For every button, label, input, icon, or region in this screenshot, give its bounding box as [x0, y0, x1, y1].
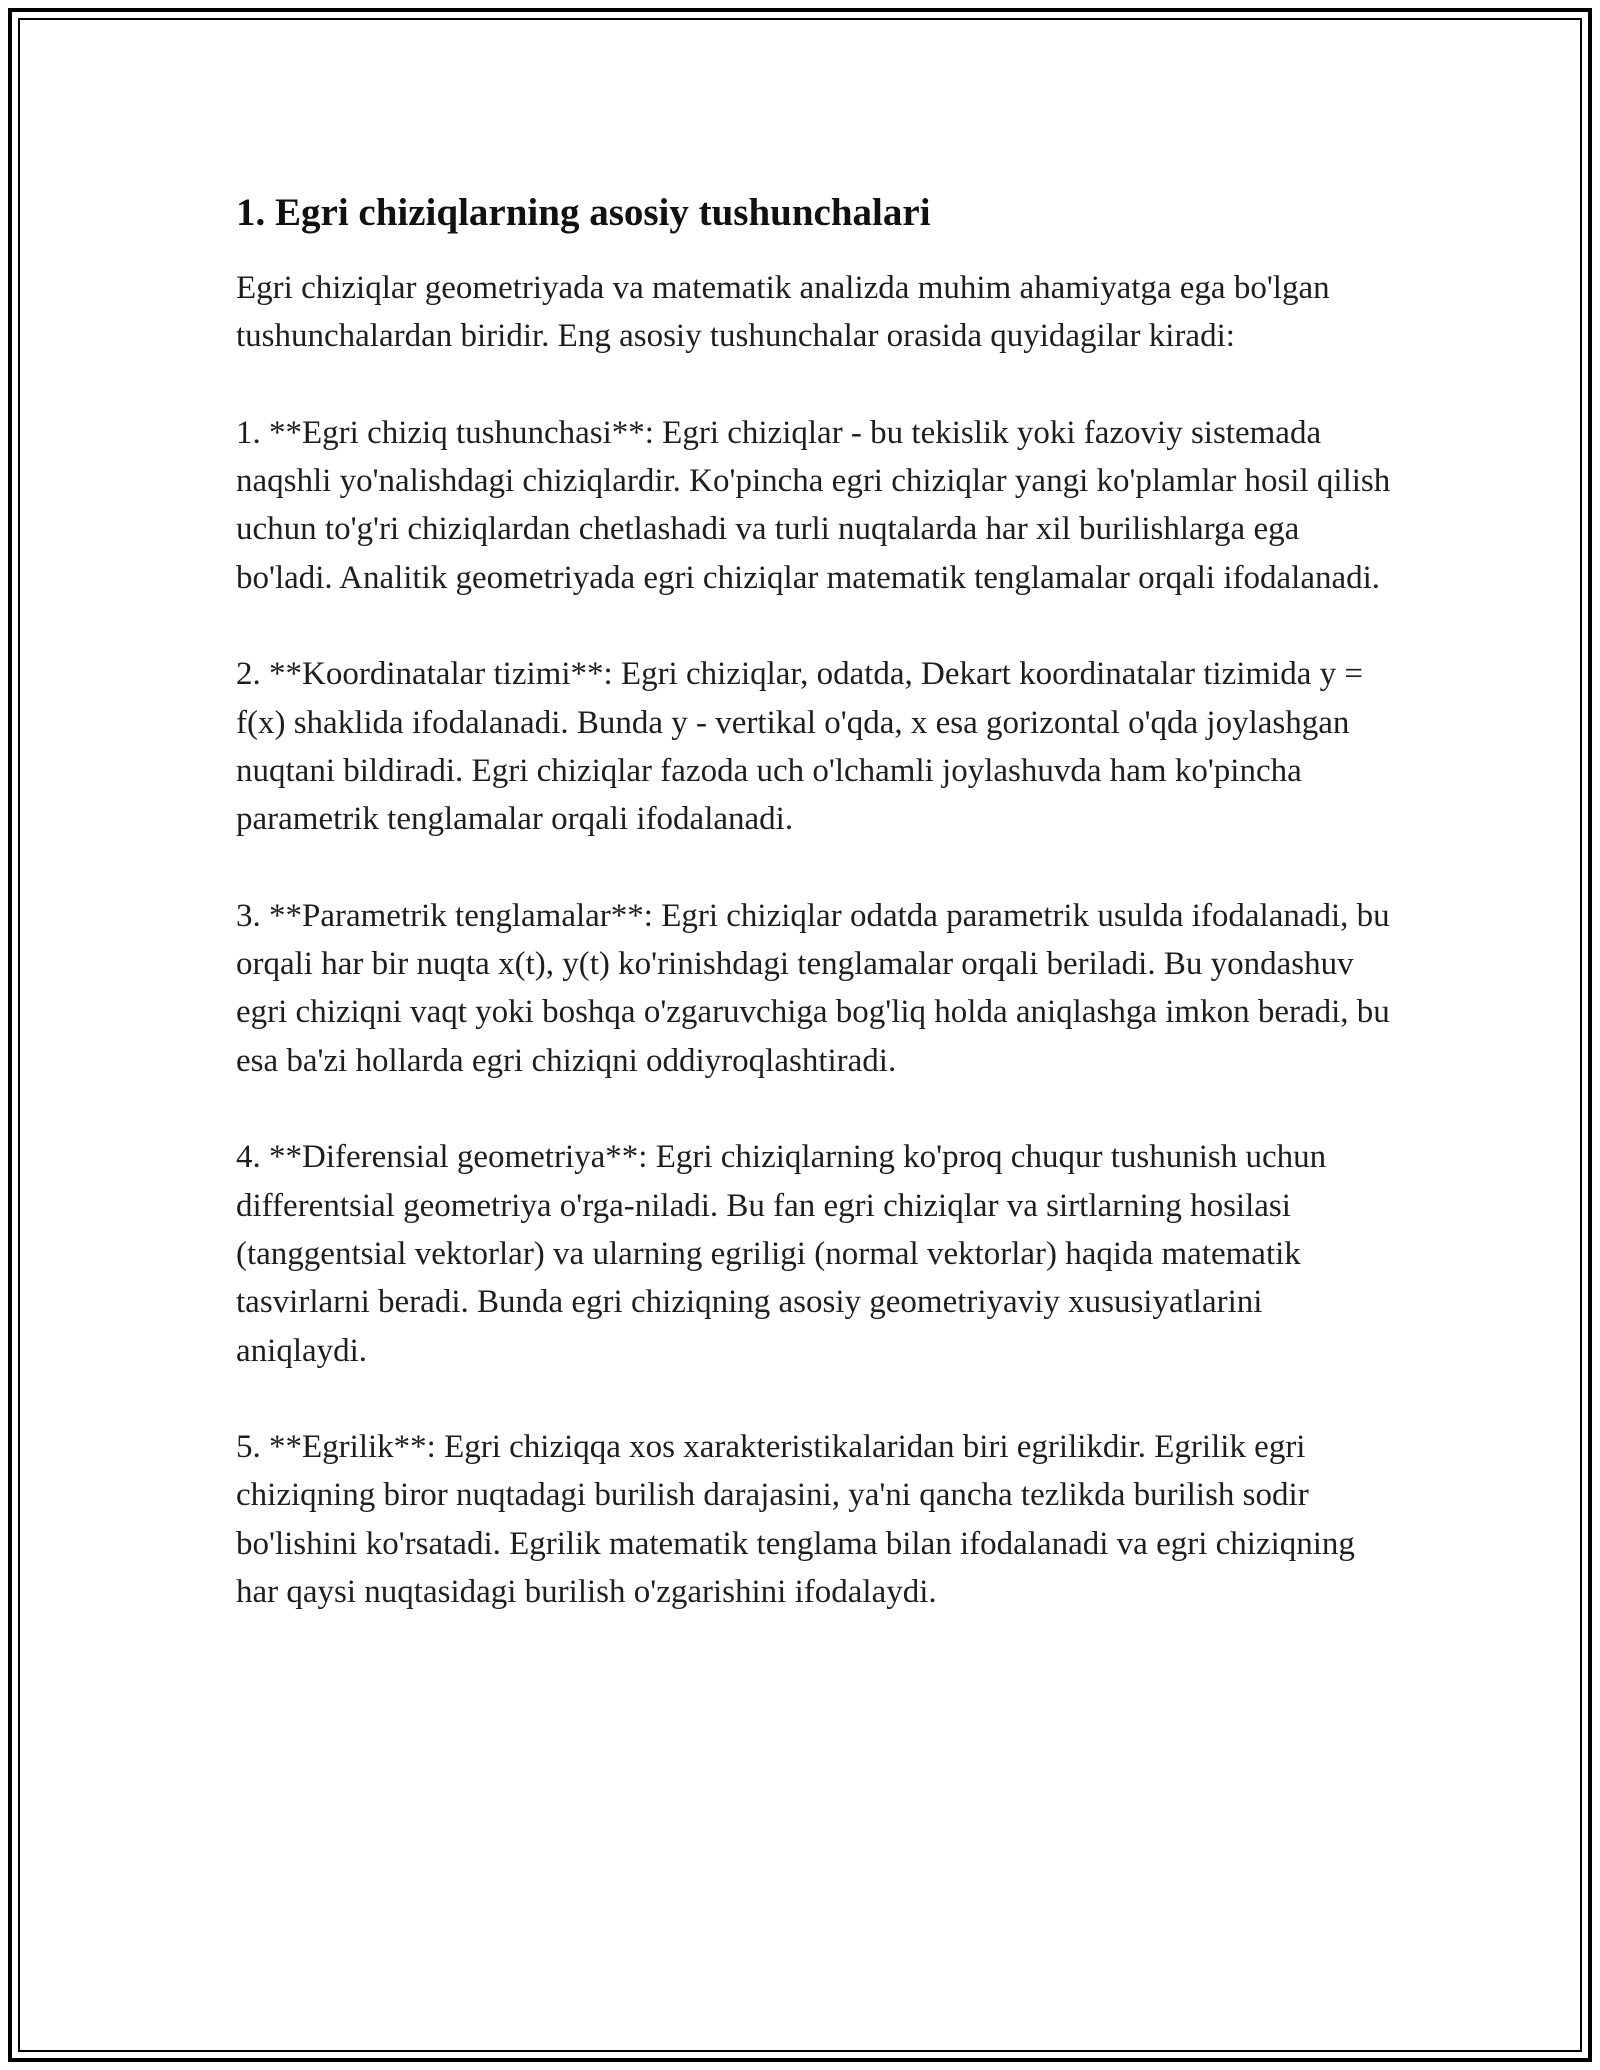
section-heading: 1. Egri chiziqlarning asosiy tushunchalari [236, 191, 931, 234]
list-item-coordinate-system: 2. **Koordinatalar tizimi**: Egri chiziqlar, odatda, Dekart koordinatalar tizimida y = f(x) shaklida ifodalanadi. Bunda y - vertikal o'qda, x esa gorizontal o'qda joylashgan nuqtani bildiradi. Egri chiziqlar fazoda uch o'lchamli joylashuvda ham ko'pincha parametrik tenglamalar orqali ifodalanadi. [236, 656, 1364, 838]
document-body [236, 186, 1396, 1616]
list-item-curvature: 5. **Egrilik**: Egri chiziqqa xos xarakteristikalaridan biri egrilikdir. Egrilik egri chiziqning biror nuqtadagi burilish darajasini, ya'ni qancha tezlikda burilish sodir bo'lishini ko'rsatadi. Egrilik matematik tenglama bilan ifodalanadi va egri chiziqning har qaysi nuqtasidagi burilish o'zgarishini ifodalaydi. [236, 1429, 1355, 1611]
intro-paragraph: Egri chiziqlar geometriyada va matematik analizda muhim ahamiyatga ega bo'lgan tushunchalardan biridir. Eng asosiy tushunchalar orasida quyidagilar kiradi: [236, 270, 1330, 355]
list-item-differential-geometry: 4. **Diferensial geometriya**: Egri chiziqlarning ko'proq chuqur tushunish uchun differentsial geometriya o'rga-niladi. Bu fan egri chiziqlar va sirtlarning hosilasi (tanggentsial vektorlar) va ularning egriligi (normal vektorlar) haqida matematik tasvirlarni beradi. Bunda egri chiziqning asosiy geometriyaviy xususiyatlarini aniqlaydi. [236, 1139, 1327, 1369]
list-item-curve-concept: 1. **Egri chiziq tushunchasi**: Egri chiziqlar - bu tekislik yoki fazoviy sistemada naqshli yo'nalishdagi chiziqlardir. Ko'pincha egri chiziqlar yangi ko'plamlar hosil qilish uchun to'g'ri chiziqlardan chetlashadi va turli nuqtalarda har xil burilishlarga ega bo'ladi. Analitik geometriyada egri chiziqlar matematik tenglamalar orqali ifodalanadi. [236, 414, 1391, 596]
list-item-parametric-equations: 3. **Parametrik tenglamalar**: Egri chiziqlar odatda parametrik usulda ifodalanadi, bu orqali har bir nuqta x(t), y(t) ko'rinishdagi tenglamalar orqali beriladi. Bu yondashuv egri chiziqni vaqt yoki boshqa o'zgaruvchiga bog'liq holda aniqlashga imkon beradi, bu esa ba'zi hollarda egri chiziqni oddiyroqlashtiradi. [236, 897, 1390, 1079]
